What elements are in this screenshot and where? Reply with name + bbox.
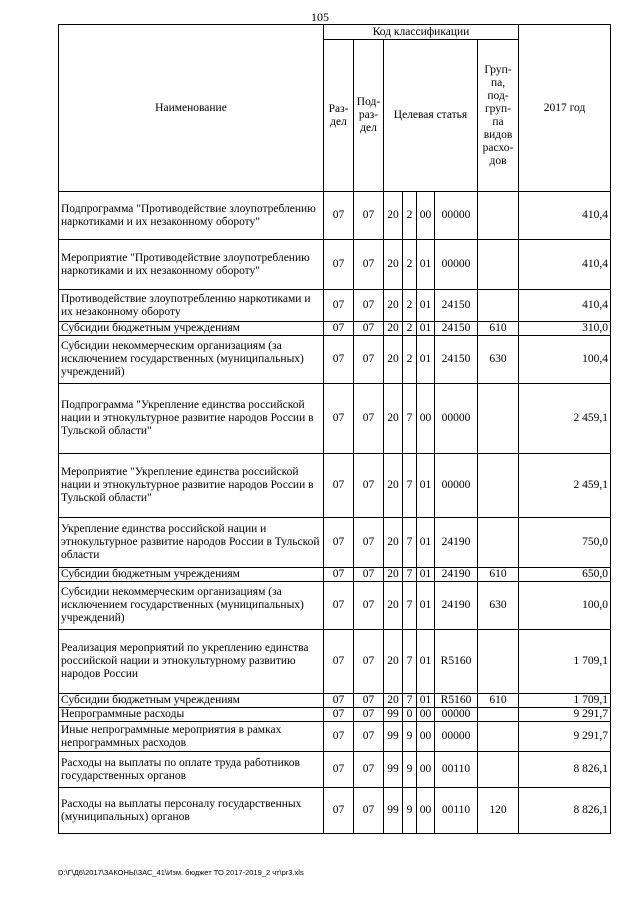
row-amount: 8 826,1 bbox=[519, 752, 611, 788]
row-target-program: 20 bbox=[384, 454, 403, 518]
row-expense-group: 610 bbox=[478, 568, 519, 582]
row-target-program: 20 bbox=[384, 568, 403, 582]
row-target-event: 00 bbox=[417, 788, 435, 834]
row-subsection: 07 bbox=[354, 630, 384, 694]
row-target-program: 20 bbox=[384, 518, 403, 568]
row-target-program: 99 bbox=[384, 722, 403, 752]
row-target-event: 01 bbox=[417, 290, 435, 322]
row-target-program: 99 bbox=[384, 752, 403, 788]
row-expense-group bbox=[478, 752, 519, 788]
row-section: 07 bbox=[324, 518, 354, 568]
row-subsection: 07 bbox=[354, 454, 384, 518]
row-target-subprogram: 7 bbox=[403, 568, 417, 582]
header-name: Наименование bbox=[59, 25, 324, 192]
row-name: Расходы на выплаты по оплате труда работников государственных органов bbox=[59, 752, 324, 788]
row-subsection: 07 bbox=[354, 290, 384, 322]
header-classification-code: Код классификации bbox=[324, 25, 519, 40]
row-name: Реализация мероприятий по укреплению единства российской нации и этнокультурному развитию народов России bbox=[59, 630, 324, 694]
row-target-event: 01 bbox=[417, 336, 435, 384]
row-section: 07 bbox=[324, 322, 354, 336]
row-target-subprogram: 7 bbox=[403, 694, 417, 708]
table-row bbox=[59, 454, 611, 518]
row-amount: 2 459,1 bbox=[519, 384, 611, 454]
row-subsection: 07 bbox=[354, 708, 384, 722]
row-target-direction: R5160 bbox=[435, 694, 478, 708]
row-target-direction: 24150 bbox=[435, 290, 478, 322]
row-name: Расходы на выплаты персоналу государственных (муниципальных) органов bbox=[59, 788, 324, 834]
row-target-subprogram: 2 bbox=[403, 336, 417, 384]
row-amount: 9 291,7 bbox=[519, 708, 611, 722]
row-section: 07 bbox=[324, 582, 354, 630]
row-target-program: 20 bbox=[384, 582, 403, 630]
row-section: 07 bbox=[324, 708, 354, 722]
row-name: Противодействие злоупотреблению наркотиками и их незаконному обороту bbox=[59, 290, 324, 322]
row-target-program: 20 bbox=[384, 192, 403, 240]
row-expense-group bbox=[478, 290, 519, 322]
table-row bbox=[59, 518, 611, 568]
row-target-subprogram: 0 bbox=[403, 708, 417, 722]
row-target-direction: R5160 bbox=[435, 630, 478, 694]
header-section: Раз- дел bbox=[324, 40, 354, 192]
row-name: Мероприятие "Укрепление единства российской нации и этнокультурное развитие народов России в Тульской области" bbox=[59, 454, 324, 518]
row-expense-group: 610 bbox=[478, 322, 519, 336]
row-subsection: 07 bbox=[354, 694, 384, 708]
row-target-direction: 00000 bbox=[435, 454, 478, 518]
row-expense-group bbox=[478, 454, 519, 518]
table-body bbox=[59, 192, 611, 834]
row-section: 07 bbox=[324, 694, 354, 708]
row-target-subprogram: 2 bbox=[403, 240, 417, 290]
table-row bbox=[59, 708, 611, 722]
row-amount: 750,0 bbox=[519, 518, 611, 568]
row-target-event: 01 bbox=[417, 454, 435, 518]
row-target-subprogram: 9 bbox=[403, 752, 417, 788]
row-name: Субсидии некоммерческим организациям (за исключением государственных (муниципальных) учреждений) bbox=[59, 336, 324, 384]
row-name: Иные непрограммные мероприятия в рамках непрограммных расходов bbox=[59, 722, 324, 752]
row-target-event: 00 bbox=[417, 752, 435, 788]
row-amount: 1 709,1 bbox=[519, 694, 611, 708]
row-section: 07 bbox=[324, 384, 354, 454]
row-section: 07 bbox=[324, 240, 354, 290]
page-number: 105 bbox=[311, 10, 329, 24]
row-amount: 650,0 bbox=[519, 568, 611, 582]
table-row bbox=[59, 788, 611, 834]
row-target-event: 00 bbox=[417, 384, 435, 454]
row-subsection: 07 bbox=[354, 192, 384, 240]
row-expense-group bbox=[478, 240, 519, 290]
row-section: 07 bbox=[324, 568, 354, 582]
row-section: 07 bbox=[324, 752, 354, 788]
row-section: 07 bbox=[324, 630, 354, 694]
row-target-event: 00 bbox=[417, 708, 435, 722]
row-target-event: 01 bbox=[417, 694, 435, 708]
row-expense-group bbox=[478, 708, 519, 722]
row-name: Укрепление единства российской нации и этнокультурное развитие народов России в Тульской области bbox=[59, 518, 324, 568]
row-amount: 8 826,1 bbox=[519, 788, 611, 834]
header-subsection: Под- раз- дел bbox=[354, 40, 384, 192]
row-subsection: 07 bbox=[354, 582, 384, 630]
row-target-direction: 24150 bbox=[435, 336, 478, 384]
row-expense-group bbox=[478, 630, 519, 694]
row-target-direction: 00000 bbox=[435, 722, 478, 752]
row-target-subprogram: 2 bbox=[403, 290, 417, 322]
row-amount: 310,0 bbox=[519, 322, 611, 336]
row-target-program: 99 bbox=[384, 788, 403, 834]
row-subsection: 07 bbox=[354, 384, 384, 454]
row-target-subprogram: 7 bbox=[403, 582, 417, 630]
row-target-direction: 00000 bbox=[435, 192, 478, 240]
row-name: Субсидии некоммерческим организациям (за исключением государственных (муниципальных) учреждений) bbox=[59, 582, 324, 630]
row-section: 07 bbox=[324, 192, 354, 240]
row-subsection: 07 bbox=[354, 322, 384, 336]
row-target-event: 00 bbox=[417, 722, 435, 752]
row-amount: 9 291,7 bbox=[519, 722, 611, 752]
row-expense-group: 610 bbox=[478, 694, 519, 708]
row-subsection: 07 bbox=[354, 568, 384, 582]
table-row bbox=[59, 722, 611, 752]
row-expense-group: 630 bbox=[478, 336, 519, 384]
row-subsection: 07 bbox=[354, 240, 384, 290]
row-section: 07 bbox=[324, 722, 354, 752]
table-row bbox=[59, 322, 611, 336]
table-row bbox=[59, 290, 611, 322]
row-target-subprogram: 7 bbox=[403, 518, 417, 568]
row-expense-group: 630 bbox=[478, 582, 519, 630]
row-expense-group bbox=[478, 518, 519, 568]
header-target-article: Целевая статья bbox=[384, 40, 478, 192]
row-target-direction: 00000 bbox=[435, 384, 478, 454]
row-name: Мероприятие "Противодействие злоупотреблению наркотиками и их незаконному обороту" bbox=[59, 240, 324, 290]
row-target-direction: 24190 bbox=[435, 582, 478, 630]
row-amount: 410,4 bbox=[519, 192, 611, 240]
row-target-direction: 24150 bbox=[435, 322, 478, 336]
row-name: Непрограммные расходы bbox=[59, 708, 324, 722]
row-target-direction: 00000 bbox=[435, 708, 478, 722]
table-row bbox=[59, 384, 611, 454]
row-target-program: 99 bbox=[384, 708, 403, 722]
table-row bbox=[59, 568, 611, 582]
table-row bbox=[59, 240, 611, 290]
row-amount: 100,0 bbox=[519, 582, 611, 630]
table-row bbox=[59, 694, 611, 708]
row-target-subprogram: 9 bbox=[403, 788, 417, 834]
row-target-program: 20 bbox=[384, 290, 403, 322]
row-target-subprogram: 7 bbox=[403, 384, 417, 454]
row-subsection: 07 bbox=[354, 752, 384, 788]
row-target-subprogram: 7 bbox=[403, 630, 417, 694]
row-target-program: 20 bbox=[384, 630, 403, 694]
row-target-program: 20 bbox=[384, 336, 403, 384]
header-expense-group: Груп- па, под- груп- па видов расхо- дов bbox=[478, 40, 519, 192]
row-amount: 1 709,1 bbox=[519, 630, 611, 694]
row-target-event: 01 bbox=[417, 322, 435, 336]
row-target-program: 20 bbox=[384, 384, 403, 454]
row-target-program: 20 bbox=[384, 322, 403, 336]
row-target-event: 01 bbox=[417, 240, 435, 290]
header-year: 2017 год bbox=[519, 25, 611, 192]
row-name: Субсидии бюджетным учреждениям bbox=[59, 568, 324, 582]
footer-file-path: D:\Г\Д6\2017\ЗАКОНЫ\ЗАС_41\Изм. бюджет ТО 2017-2019_2 чт\pr3.xls bbox=[58, 868, 304, 877]
row-target-subprogram: 7 bbox=[403, 454, 417, 518]
table-row bbox=[59, 630, 611, 694]
row-subsection: 07 bbox=[354, 788, 384, 834]
row-section: 07 bbox=[324, 454, 354, 518]
row-amount: 410,4 bbox=[519, 290, 611, 322]
row-expense-group bbox=[478, 384, 519, 454]
row-name: Подпрограмма "Укрепление единства российской нации и этнокультурное развитие народов России в Тульской области" bbox=[59, 384, 324, 454]
row-section: 07 bbox=[324, 788, 354, 834]
row-target-direction: 24190 bbox=[435, 568, 478, 582]
row-section: 07 bbox=[324, 290, 354, 322]
row-name: Субсидии бюджетным учреждениям bbox=[59, 322, 324, 336]
row-target-event: 01 bbox=[417, 582, 435, 630]
row-target-program: 20 bbox=[384, 240, 403, 290]
row-subsection: 07 bbox=[354, 336, 384, 384]
row-target-direction: 24190 bbox=[435, 518, 478, 568]
row-subsection: 07 bbox=[354, 518, 384, 568]
row-target-direction: 00110 bbox=[435, 788, 478, 834]
row-amount: 100,4 bbox=[519, 336, 611, 384]
row-subsection: 07 bbox=[354, 722, 384, 752]
row-target-program: 20 bbox=[384, 694, 403, 708]
row-target-subprogram: 9 bbox=[403, 722, 417, 752]
row-amount: 2 459,1 bbox=[519, 454, 611, 518]
table-row bbox=[59, 336, 611, 384]
row-section: 07 bbox=[324, 336, 354, 384]
table-row bbox=[59, 582, 611, 630]
row-amount: 410,4 bbox=[519, 240, 611, 290]
row-expense-group bbox=[478, 722, 519, 752]
row-name: Подпрограмма "Противодействие злоупотреблению наркотиками и их незаконному обороту" bbox=[59, 192, 324, 240]
row-expense-group bbox=[478, 192, 519, 240]
row-target-subprogram: 2 bbox=[403, 192, 417, 240]
row-target-event: 01 bbox=[417, 518, 435, 568]
row-name: Субсидии бюджетным учреждениям bbox=[59, 694, 324, 708]
row-target-event: 00 bbox=[417, 192, 435, 240]
row-target-event: 01 bbox=[417, 568, 435, 582]
table-row bbox=[59, 192, 611, 240]
budget-table bbox=[58, 24, 611, 834]
row-target-event: 01 bbox=[417, 630, 435, 694]
row-expense-group: 120 bbox=[478, 788, 519, 834]
table-row bbox=[59, 752, 611, 788]
row-target-direction: 00110 bbox=[435, 752, 478, 788]
row-target-subprogram: 2 bbox=[403, 322, 417, 336]
row-target-direction: 00000 bbox=[435, 240, 478, 290]
